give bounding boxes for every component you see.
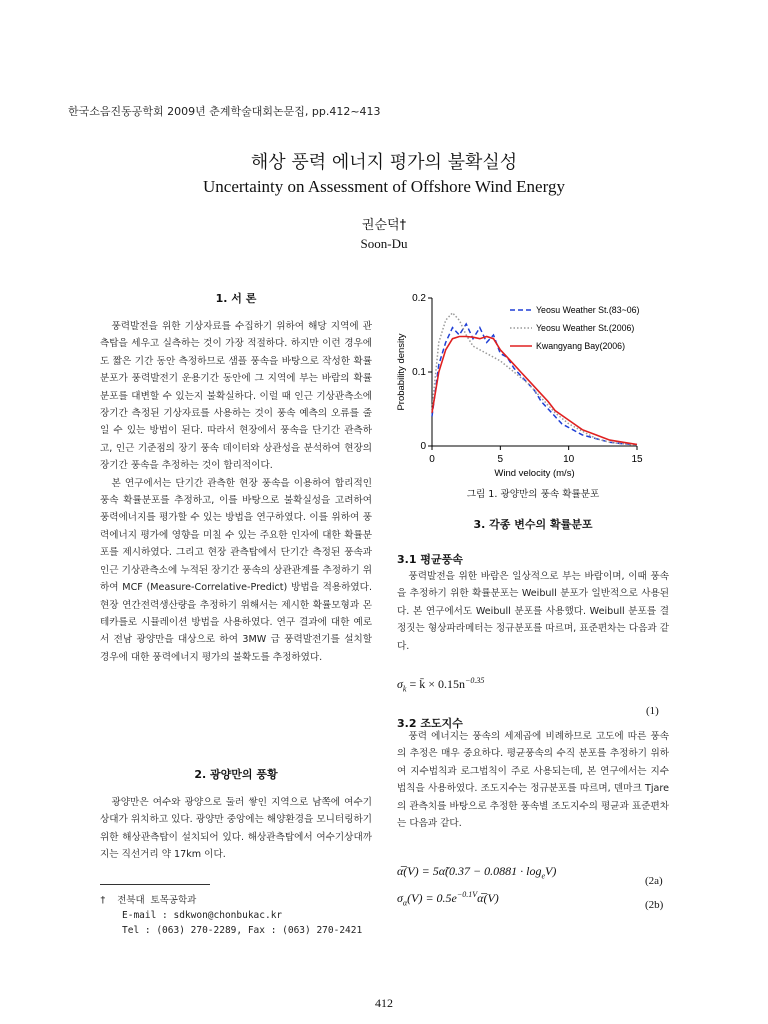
footnote	[100, 893, 380, 938]
x-tick-label: 15	[631, 454, 643, 465]
subsection-3-1-heading: 3.1 평균풍속	[397, 553, 463, 566]
section-1-paragraph: 본 연구에서는 단기간 관측한 현장 풍속을 이용하여 합리적인 풍속 확률분포를 추정하고, 이를 바탕으로 불확실성을 고려하여 풍력에너지를 평가할 수 있는 방법을 연구하였다. 이를 위하여 풍력에너지 평가에 영향을 미칠 수 있는 주요한 인자에 대한 확률분포를 제시하였다. 그리고 현장 관측탑에서 단기간 측정된 풍속과 인근 기상관측소에 누적된 장기간 풍속의 상관관계를 추정하기 위하여 MCF (Measure-Correlative-Predict) 방법을 적용하였다. 현장 연간전력생산량을 추정하기 위해서는 제시한 확률모형과 몬테카를로 시뮬레이션 방법을 사용하였다. 연구 결과에 대한 예로서 전남 광양만을 대상으로 하여 3MW 급 풍력발전기를 설치할 경우에 대한 풍력에너지 평가의 불확도를 추정하였다.	[100, 477, 372, 663]
y-tick-label: 0.1	[412, 367, 426, 378]
title-korean: 해상 풍력 에너지 평가의 불확실성	[250, 152, 518, 173]
title-english: Uncertainty on Assessment of Offshore Wind Energy	[203, 177, 565, 196]
eq1-rhs: = k̄ × 0.15n	[406, 677, 466, 691]
footnote-mark: †	[100, 895, 106, 906]
footnote-divider	[100, 884, 210, 885]
eq2b-tail: α̅(V)	[477, 891, 499, 905]
eq2b-mid: (V) = 0.5e	[407, 891, 457, 905]
y-tick-label: 0.2	[412, 293, 426, 304]
x-axis-label: Wind velocity (m/s)	[494, 468, 575, 478]
equation-2b	[397, 890, 499, 907]
proceedings-citation: 한국소음진동공학회 2009년 춘계학술대회논문집, pp.412~413	[68, 105, 381, 118]
section-3-heading: 3. 각종 변수의 확률분포	[473, 518, 593, 531]
footnote-contact: Tel : (063) 270-2289, Fax : (063) 270-2421	[122, 925, 363, 936]
page-number: 412	[375, 996, 393, 1010]
equation-2a-number: (2a)	[645, 875, 663, 887]
author-korean: 권순덕†	[361, 218, 407, 233]
section-1-body	[100, 318, 372, 666]
section-2-heading: 2. 광양만의 풍황	[194, 768, 278, 781]
section-2-body	[100, 794, 372, 864]
footnote-affiliation-line	[100, 893, 380, 908]
x-tick-label: 5	[497, 454, 504, 465]
section-2-paragraph: 광양만은 여수와 광양으로 둘러 쌓인 지역으로 남쪽에 여수기상대가 위치하고 있다. 광양만 중앙에는 해양환경을 모니터링하기 위한 해상관측탑이 설치되어 있다. 해상관측탑에서 여수기상대까지는 직선거리 약 17km 이다.	[100, 797, 372, 861]
eq1-lhs: σ	[397, 677, 403, 691]
section-1-paragraph: 풍력발전을 위한 기상자료를 수집하기 위하여 해당 지역에 관측탑을 세우고 실측하는 것이 가장 적절하다. 하지만 이런 경우에도 짧은 기간 동안 측정하므로 샘플 풍속을 바탕으로 작성한 확률분포가 풍력발전기 운용기간 동안에 그 지역에 부는 바람의 확률분포를 대변할 수 있는지 불확실하다. 이럴 때 인근 기상관측소에 장기간 측정된 기상자료를 사용하는 것이 풍속 예측의 오류를 줄일 수 있는 방법이 된다. 따라서 현장에서 풍속을 단기간 관측하고, 인근 기준점의 장기 풍속 데이터와 상관성을 분석하여 현장의 장기간 풍속을 추정하는 것이 합리적이다.	[100, 321, 372, 472]
equation-1-number: (1)	[646, 705, 659, 717]
equation-1	[397, 676, 484, 693]
wind-distribution-chart	[390, 288, 660, 478]
eq2a-body: α̅(V) = 5α̃(0.37 − 0.0881 · log	[397, 864, 542, 878]
x-tick-label: 10	[563, 454, 575, 465]
footnote-affiliation: 전북대 토목공학과	[117, 895, 197, 906]
y-tick-label: 0	[420, 441, 426, 452]
x-tick-label: 0	[429, 454, 435, 465]
subsection-3-2-heading: 3.2 조도지수	[397, 717, 463, 730]
eq2b-exponent: −0.1V	[456, 890, 478, 899]
eq1-exponent: −0.35	[465, 676, 485, 685]
y-axis-label: Probability density	[396, 333, 407, 411]
legend-label: Kwangyang Bay(2006)	[536, 341, 626, 351]
eq2a-tail: V)	[545, 864, 557, 878]
subsection-3-1-paragraph: 풍력발전을 위한 바람은 일상적으로 부는 바람이며, 이때 풍속을 추정하기 위한 확률분포는 Weibull 분포가 일반적으로 사용된다. 본 연구에서도 Weibull 분포를 사용했다. Weibull 분포를 결정짓는 형상파라메터는 정규분포를 따르며, 표준편차는 다음과 같다.	[397, 571, 669, 652]
footnote-email: E-mail : sdkwon@chonbukac.kr	[122, 910, 283, 921]
subsection-3-2-body	[397, 728, 669, 832]
subsection-3-2-paragraph: 풍력 에너지는 풍속의 세제곱에 비례하므로 고도에 따른 풍속의 추정은 매우 중요하다. 평균풍속의 수직 분포를 추정하기 위하여 지수법칙과 로그법칙이 주로 사용되는데, 본 연구에서는 지수법칙을 사용하였다. 조도지수는 정규분포를 따르며, 덴마크 Tjare 의 관측치를 바탕으로 추정한 풍속별 조도지수의 평균과 표준편차는 다음과 같다.	[397, 731, 669, 830]
section-1-heading: 1. 서 론	[215, 292, 257, 305]
legend-label: Yeosu Weather St.(83~06)	[536, 305, 640, 315]
eq2b-sub: α	[402, 898, 408, 908]
legend-label: Yeosu Weather St.(2006)	[536, 323, 635, 333]
author-english: Soon-Du	[360, 236, 408, 251]
eq1-lhs-sub: k	[402, 684, 407, 694]
eq2a-log-base: e	[541, 871, 546, 881]
subsection-3-1-body	[397, 568, 669, 655]
eq2b-sigma: σ	[397, 891, 403, 905]
figure-caption: 그림 1. 광양만의 풍속 확률분포	[466, 489, 600, 500]
equation-2b-number: (2b)	[645, 899, 664, 911]
equation-2a	[397, 864, 556, 880]
